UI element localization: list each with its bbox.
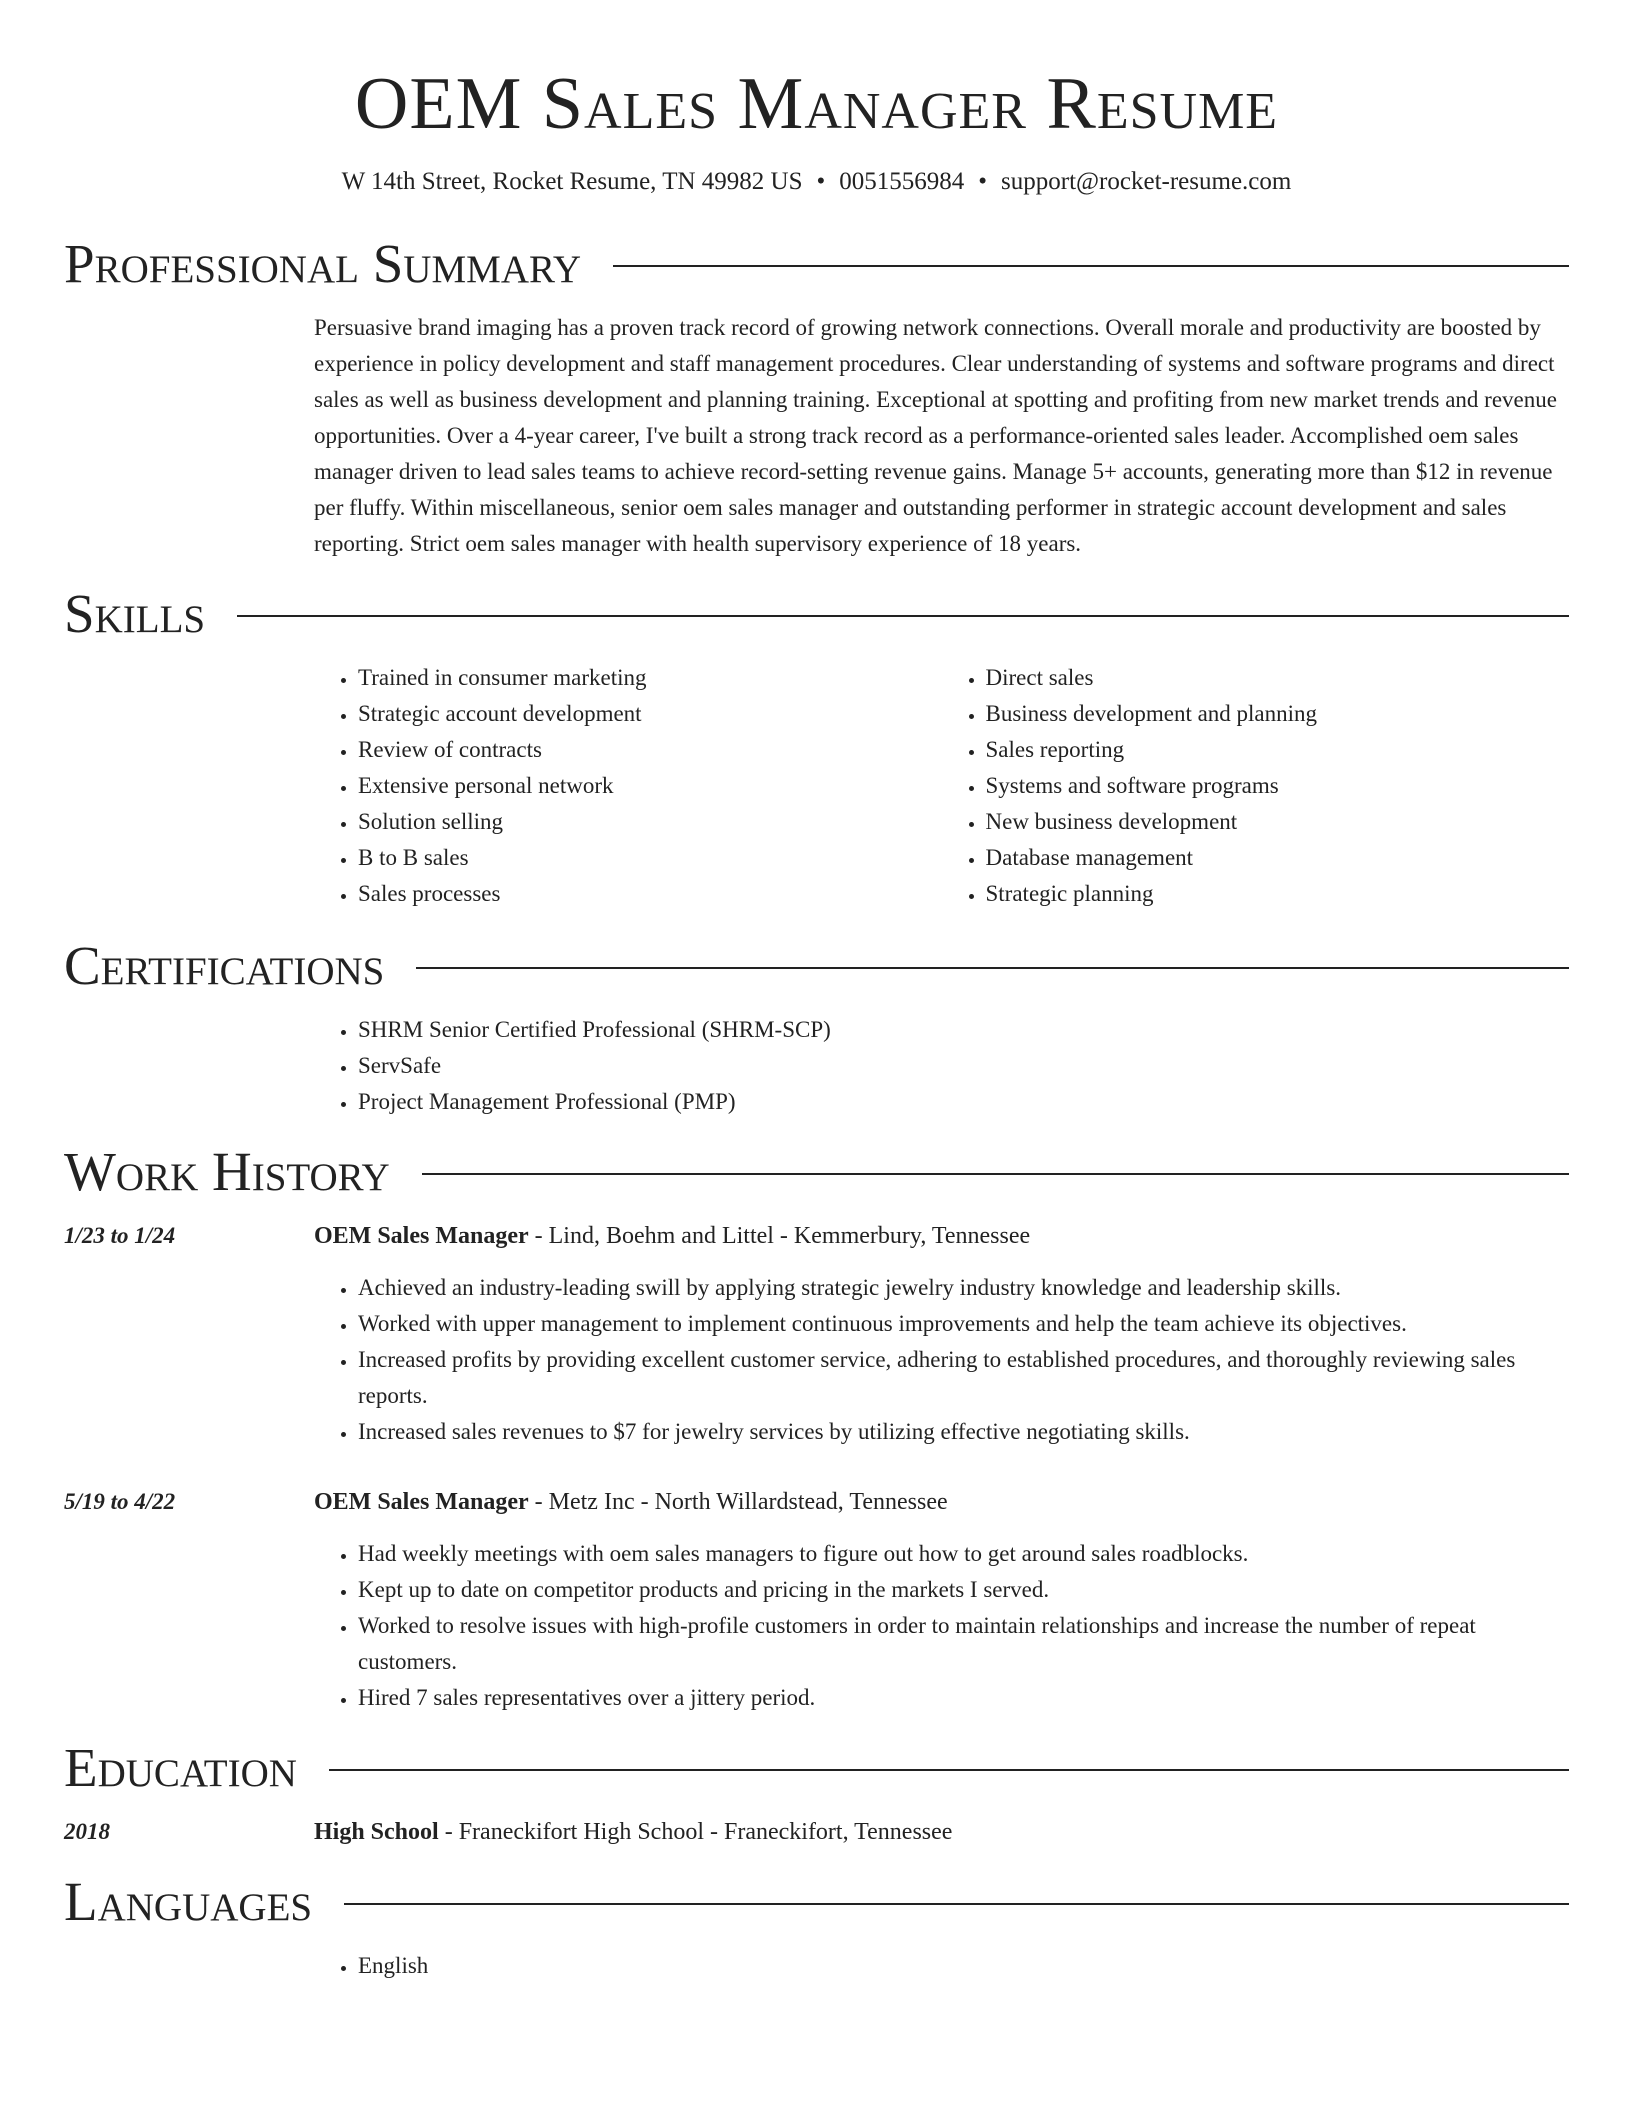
skill-item: • Database management (986, 840, 1570, 876)
contact-email[interactable]: support@rocket-resume.com (1001, 168, 1292, 195)
job-bullet: • Achieved an industry-leading swill by applying strategic jewelry industry knowledge and leadership skills. (358, 1270, 1569, 1306)
section-divider (344, 1903, 1569, 1905)
section-title-education: Education (64, 1737, 297, 1798)
language-item: • English (358, 1948, 1569, 1984)
skill-item: • Strategic account development (358, 696, 942, 732)
job-role: OEM Sales Manager (314, 1223, 529, 1249)
skill-item: • Business development and planning (986, 696, 1570, 732)
skill-item: • Systems and software programs (986, 768, 1570, 804)
section-divider (329, 1769, 1569, 1771)
languages-body (314, 1948, 1569, 1984)
certification-item: • ServSafe (358, 1048, 1569, 1084)
education-section-header (64, 1736, 1569, 1800)
job-main (314, 1484, 1569, 1716)
contact-address: W 14th Street, Rocket Resume, TN 49982 US (341, 168, 803, 195)
certifications-list (314, 1012, 1569, 1120)
resume-title: OEM Sales Manager Resume (354, 63, 1279, 145)
education-entry (64, 1814, 1569, 1850)
job-details: - Lind, Boehm and Littel - Kemmerbury, Tennessee (528, 1223, 1031, 1249)
skill-item: • Sales reporting (986, 732, 1570, 768)
education-details: - Franeckifort High School - Franeckifort, Tennessee (438, 1819, 953, 1845)
education-main (314, 1814, 1569, 1850)
section-title-summary: Professional Summary (64, 233, 582, 294)
contact-phone: 0051556984 (839, 168, 965, 195)
job-bullet: • Hired 7 sales representatives over a jittery period. (358, 1680, 1569, 1716)
skills-section-header (64, 582, 1569, 646)
skill-item: • Sales processes (358, 876, 942, 912)
skill-item: • Strategic planning (986, 876, 1570, 912)
job-details: - Metz Inc - North Willardstead, Tennessee (528, 1489, 948, 1515)
skill-item: • Solution selling (358, 804, 942, 840)
job-dates: 1/23 to 1/24 (64, 1223, 176, 1248)
languages-list (314, 1948, 1569, 1984)
job-entry (64, 1484, 1569, 1716)
summary-text: Persuasive brand imaging has a proven track record of growing network connections. Overall morale and productivity are boosted by experience in policy development and staff management procedures. Clear understanding of systems and software programs and direct sales as well as business development and planning training. Exceptional at spotting and profiting from new market trends and revenue opportunities. Over a 4-year career, I've built a strong track record as a performance-oriented sales leader. Accomplished oem sales manager driven to lead sales teams to achieve record-setting revenue gains. Manage 5+ accounts, generating more than $12 in revenue per fluffy. Within miscellaneous, senior oem sales manager and outstanding performer in strategic account development and sales reporting. Strict oem sales manager with health supervisory experience of 18 years. (314, 315, 1557, 556)
job-bullet: • Had weekly meetings with oem sales managers to figure out how to get around sales roadblocks. (358, 1536, 1569, 1572)
job-bullet: • Worked with upper management to implement continuous improvements and help the team achieve its objectives. (358, 1306, 1569, 1342)
education-degree: High School (314, 1819, 439, 1845)
resume-page (64, 0, 1569, 1984)
job-bullets (314, 1270, 1569, 1450)
skill-item: • Extensive personal network (358, 768, 942, 804)
section-title-certifications: Certifications (64, 935, 385, 996)
job-bullet: • Worked to resolve issues with high-profile customers in order to maintain relationships and increase the number of repeat customers. (358, 1608, 1569, 1680)
skills-list-left (314, 660, 942, 912)
section-title-work: Work History (64, 1141, 390, 1202)
section-title-languages: Languages (64, 1871, 313, 1932)
job-bullets (314, 1536, 1569, 1716)
certifications-body (314, 1012, 1569, 1120)
job-bullet: • Kept up to date on competitor products and pricing in the markets I served. (358, 1572, 1569, 1608)
section-divider (422, 1173, 1569, 1175)
certification-item: • SHRM Senior Certified Professional (SHRM-SCP) (358, 1012, 1569, 1048)
certification-item: • Project Management Professional (PMP) (358, 1084, 1569, 1120)
skill-item: • B to B sales (358, 840, 942, 876)
work-section-header (64, 1140, 1569, 1204)
summary-section-header (64, 232, 1569, 296)
skills-grid (314, 660, 1569, 912)
skill-item: • Trained in consumer marketing (358, 660, 942, 696)
section-title-skills: Skills (64, 583, 206, 644)
job-role: OEM Sales Manager (314, 1489, 529, 1515)
section-divider (237, 615, 1569, 617)
skill-item: • Review of contracts (358, 732, 942, 768)
certifications-section-header (64, 934, 1569, 998)
contact-separator: • (978, 168, 988, 195)
contact-line (64, 166, 1569, 198)
skills-list-right (942, 660, 1570, 912)
education-heading (314, 1814, 1569, 1850)
skill-item: • New business development (986, 804, 1570, 840)
job-main (314, 1218, 1569, 1450)
job-entry (64, 1218, 1569, 1450)
job-heading (314, 1484, 1569, 1520)
skill-item: • Direct sales (986, 660, 1570, 696)
section-divider (416, 967, 1569, 969)
job-bullet: • Increased profits by providing excellent customer service, adhering to established procedures, and thoroughly reviewing sales reports. (358, 1342, 1569, 1414)
contact-separator: • (816, 168, 826, 195)
job-heading (314, 1218, 1569, 1254)
section-divider (613, 265, 1569, 267)
languages-section-header (64, 1870, 1569, 1934)
education-year: 2018 (64, 1819, 110, 1844)
job-dates: 5/19 to 4/22 (64, 1489, 176, 1514)
job-bullet: • Increased sales revenues to $7 for jewelry services by utilizing effective negotiating skills. (358, 1414, 1569, 1450)
